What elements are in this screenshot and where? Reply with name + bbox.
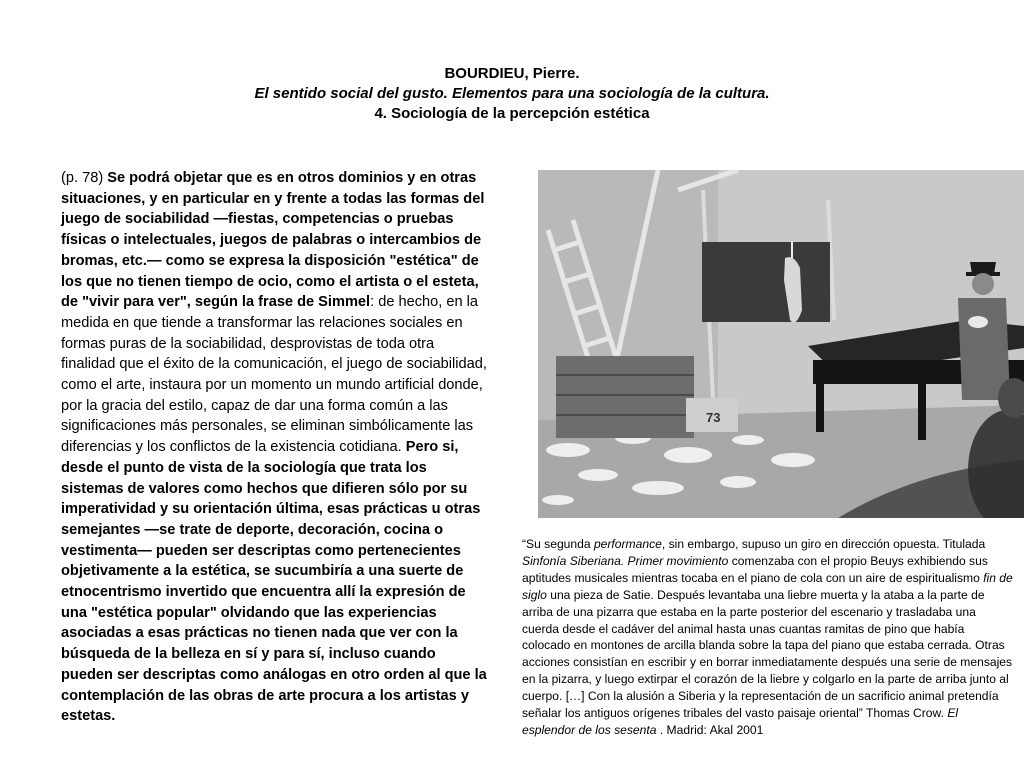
caption-text-4: una pieza de Satie. Después levantaba una liebre muerta y la ataba a la parte de arriba de una pizarra que estaba en la parte posterior del escenario y trasladaba una cuerda desde el cadáver del animal hasta unas cuantas ramitas de pino que había colocado en montones de arcilla blanda sobre la tapa del piano que estaba cerrada. Otras acciones consistían en escribir y en borrar inmediatamente después una serie de mensajes en la pizarra, y luego extirpar el corazón de la liebre y colgarlo en la parte de arriba junto al cuerpo. […] Con la alusión a Siberia y la representación de un sacrificio animal pretendía señalar los antiguos orígenes tribales del vasto paisaje oriental” Thomas Crow. (522, 587, 1013, 721)
author-line: BOURDIEU, Pierre. (444, 65, 580, 82)
quote-normal-1: : de hecho, en la medida en que tiende a transformar las relaciones sociales en formas puras de la sociabilidad, desprovistas de toda otra finalidad que el éxito de la comunicación, el juego de sociabilidad, como el arte, instaura por un momento un mundo artificial donde, por la gracia del estilo, capaz de dar una forma común a las significaciones más personales, se eliminan simbólicamente las diferencias y los conflictos de la existencia cotidiana. (61, 294, 487, 456)
performance-photo (538, 170, 1024, 518)
caption-italic-4: El esplendor de los sesenta (522, 706, 959, 737)
page-reference: (p. 78) (61, 170, 108, 186)
caption-text-3: comenzaba con el propio Beuys exhibiendo sus aptitudes musicales mientras tocaba en el piano de cola con un aire de espiritualismo (522, 553, 988, 585)
work-title: El sentido social del gusto. Elementos para una sociología de la cultura. (254, 85, 770, 102)
quote-bold-1: Se podrá objetar que es en otros dominios y en otras situaciones, y en particular en y frente a todas las formas del juego de sociabilidad —fiestas, competencias o pruebas físicas o intelectuales, juegos de palabras o intercambios de bromas, etc.— como se expresa la disposición "estética" de los que no tienen tiempo de ocio, como el artista o el esteta, de "vivir para ver", según la frase de Simmel (61, 170, 485, 311)
caption-text-2: , sin embargo, supuso un giro en dirección opuesta. Titulada (661, 537, 986, 551)
caption-text-1: “Su segunda (522, 537, 594, 551)
quote-bold-2: Pero si, desde el punto de vista de la sociología que trata los sistemas de valores como hechos que difieren sólo por su imperatividad y su orientación última, esas prácticas u otras semejantes —se trate de deporte, decoración, cocina o vestimenta— pueden ser descriptas como pertenecientes objetivamente a la estética, se sucumbiría a una suerte de etnocentrismo invertido que encuentra allí la expresión de una "estética popular" olvidando que las experiencias asociadas a esas prácticas no tienen nada que ver con la búsqueda de la belleza en sí y para sí, incluso cuando pueden ser descriptas como análogas en otro orden al que la contemplación de las obras de arte procura a los artistas y estetas. (61, 439, 487, 725)
caption-italic-3: fin de siglo (522, 570, 1013, 602)
caption-text-5: . Madrid: Akal 2001 (656, 722, 764, 737)
slide-header (0, 64, 1024, 124)
crate-number-label: 73 (706, 410, 721, 425)
caption-italic-2: Sinfonía Siberiana. Primer movimiento (522, 553, 729, 568)
caption-italic-1: performance (593, 537, 662, 551)
chapter-title: 4. Sociología de la percepción estética (374, 105, 650, 122)
main-quote (61, 168, 491, 727)
performance-photo-icon (538, 170, 1024, 518)
photo-caption (522, 536, 1014, 739)
